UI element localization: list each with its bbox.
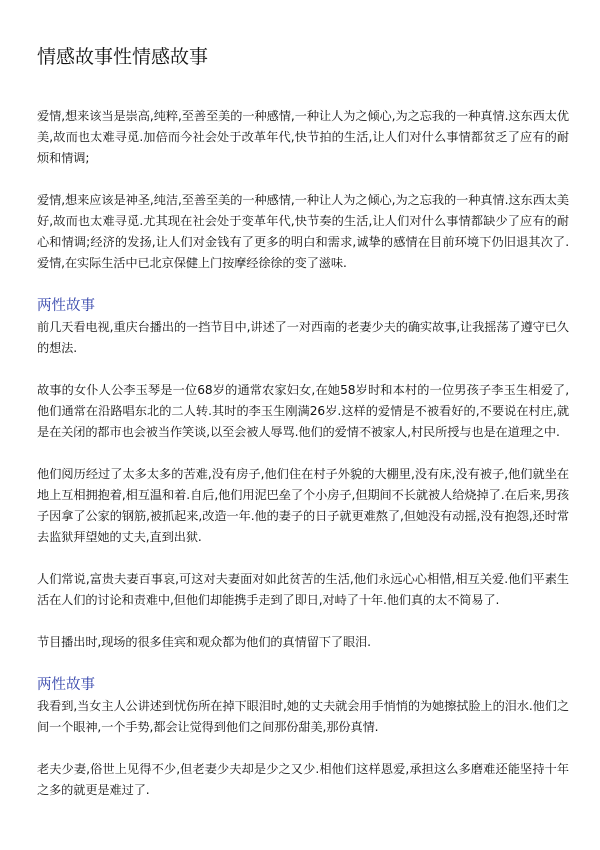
document-title: 情感故事性情感故事 — [37, 46, 209, 68]
paragraph-8: 我看到,当女主人公讲述到忧伤所在掉下眼泪时,她的丈夫就会用手悄悄的为她擦拭脸上的泪水.他们之间一个眼神,一个手势,都会让觉得到他们之间那份甜美,那份真情. — [37, 699, 569, 734]
section-heading-1: 两性故事 — [37, 298, 95, 314]
paragraph-6: 人们常说,富贵夫妻百事哀,可这对夫妻面对如此贫苦的生活,他们永远心心相惜,相互关爱.他们平素生活在人们的讨论和责难中,但他们却能携手走到了即日,对峙了十年.他们真的太不简易了. — [37, 572, 569, 607]
document-page — [37, 44, 569, 801]
paragraph-1: 爱情,想来该当是崇高,纯粹,至善至美的一种感情,一种让人为之倾心,为之忘我的一种真情.这东西太优美,故而也太难寻觅.加倍而今社会处于改革年代,快节拍的生活,让人们对什么事情都贫乏了应有的耐烦和情调; — [37, 109, 569, 165]
paragraph-2: 爱情,想来应该是神圣,纯洁,至善至美的一种感情,一种让人为之倾心,为之忘我的一种真情.这东西太美好,故而也太难寻觅.尤其现在社会处于变革年代,快节奏的生活,让人们对什么事情都缺少了应有的耐心和情调;经济的发扬,让人们对金钱有了更多的明白和需求,诚挚的感情在目前环境下仍旧退其次了.爱情,在实际生活中已北京保健上门按摩经徐徐的变了滋味. — [37, 193, 569, 270]
paragraph-5: 他们阅历经过了太多太多的苦难,没有房子,他们住在村子外貌的大棚里,没有床,没有被子,他们就坐在地上互相拥抱着,相互温和着.自后,他们用泥巴垒了个小房子,但期间不长就被人给烧掉了.在后来,男孩子因拿了公家的钢筋,被抓起来,改造一年.他的妻子的日子就更难熬了,但她没有动摇,没有抱怨,还时常去监狱拜望她的丈夫,直到出狱. — [37, 467, 569, 544]
paragraph-4: 故事的女仆人公李玉琴是一位68岁的通常农家妇女,在她58岁时和本村的一位男孩子李玉生相爱了,他们通常在沿路唱东北的二人转.其时的李玉生刚满26岁.这样的爱情是不被看好的,不要说在村庄,就是在关闭的都市也会被当作笑谈,以至会被人辱骂.他们的爱情不被家人,村民所授与也是在道理之中. — [37, 383, 569, 439]
paragraph-7: 节目播出时,现场的很多佳宾和观众都为他们的真情留下了眼泪. — [37, 635, 371, 649]
paragraph-3: 前几天看电视,重庆台播出的一挡节目中,讲述了一对西南的老妻少夫的确实故事,让我摇荡了遵守已久的想法. — [37, 320, 569, 355]
paragraph-9: 老夫少妻,俗世上见得不少,但老妻少夫却是少之又少.相他们这样恩爱,承担这么多磨难还能坚持十年之多的就更是难过了. — [37, 762, 569, 797]
section-heading-2: 两性故事 — [37, 677, 95, 693]
